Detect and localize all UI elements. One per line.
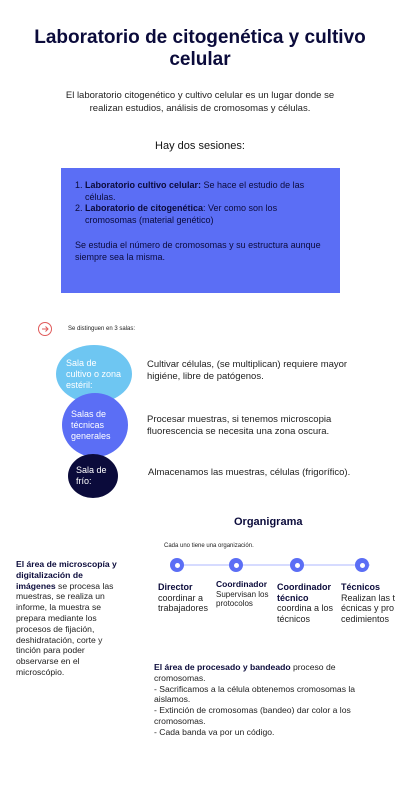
- org-role-tech-coordinator-desc: coordina a los técnicos: [277, 603, 334, 624]
- processing-bullet-3: - Cada banda va por un código.: [154, 726, 275, 737]
- org-dot-technicians: [355, 558, 369, 572]
- session-item-citogenetica-title: Laboratorio de citogenética: [85, 203, 204, 213]
- room-bubble-cold: Sala de frío:: [68, 454, 118, 498]
- session-item-cultivo: [85, 180, 326, 203]
- processing-block: [154, 662, 376, 738]
- microscopy-title: El área de microscopía y digitalización de imágenes: [16, 559, 117, 591]
- session-item-citogenetica-text: : Ver como son los cromosomas (material genético): [85, 203, 278, 225]
- org-role-coordinator-desc: Supervisan los protocolos: [216, 589, 269, 608]
- arrow-right-icon[interactable]: [38, 322, 52, 336]
- org-role-director: [158, 582, 216, 614]
- room-bubble-sterile: Sala de cultivo o zona estéril:: [56, 345, 132, 403]
- org-dot-director: [170, 558, 184, 572]
- page-title: Laboratorio de citogenética y cultivo celular: [34, 27, 366, 70]
- processing-bullet-2: - Extinción de cromosomas (bandeo) dar color a los cromosomas.: [154, 705, 351, 726]
- rooms-intro: Se distinguen en 3 salas:: [68, 326, 136, 332]
- intro-text: El laboratorio citogenético y cultivo celular es un lugar donde se realizan estudios, análisis de cromosomas y células.: [65, 90, 335, 114]
- room-bubble-general: Salas de técnicas generales: [62, 393, 128, 457]
- processing-text: proceso de cromosomas.: [154, 662, 336, 683]
- org-role-tech-coordinator: [277, 582, 335, 624]
- sessions-note: Se estudia el número de cromosomas y su estructura aunque siempre sea la misma.: [75, 240, 321, 262]
- org-role-director-desc: coordinar a trabajadores: [158, 592, 209, 613]
- session-item-cultivo-title: Laboratorio cultivo celular:: [85, 180, 202, 190]
- org-role-tech-coordinator-title: Coordinador técnico: [277, 582, 331, 603]
- processing-bullet-1: - Sacrificamos a la célula obtenemos cromosomas la aislamos.: [154, 683, 356, 705]
- org-timeline: [170, 564, 370, 566]
- org-role-technicians-desc: Realizan las técnicas y procedimientos: [341, 592, 396, 624]
- org-role-technicians: [341, 582, 396, 624]
- org-role-technicians-title: Técnicos: [341, 582, 381, 592]
- org-dot-coordinator: [229, 558, 243, 572]
- org-subtitle: Cada uno tiene una organización.: [164, 543, 254, 549]
- org-role-coordinator: [216, 579, 272, 609]
- org-role-coordinator-title: Coordinador: [216, 579, 267, 589]
- room-desc-general: Procesar muestras, si tenemos microscopia fluorescencia se necesita una zona oscura.: [147, 414, 332, 437]
- microscopy-text: se procesa las muestras, se realiza un informe, la muestra se prepara mediante los procesos de fijación, deshidratación, corte y tinción para poder observarse en el microscópio.: [16, 580, 114, 677]
- org-title: Organigrama: [234, 516, 303, 528]
- microscopy-block: [16, 559, 124, 678]
- sessions-box: [61, 168, 340, 293]
- session-item-citogenetica: [85, 203, 326, 226]
- org-role-director-title: Director: [158, 582, 193, 592]
- sessions-heading: Hay dos sesiones:: [155, 140, 245, 152]
- org-dot-tech-coordinator: [290, 558, 304, 572]
- room-desc-cold: Almacenamos las muestras, células (frigorífico).: [148, 467, 351, 478]
- processing-intro: [154, 662, 376, 684]
- session-item-cultivo-text: Se hace el estudio de las células.: [85, 180, 305, 202]
- processing-title: El área de procesado y bandeado: [154, 662, 291, 672]
- sessions-list: [75, 180, 326, 226]
- room-desc-sterile: Cultivar células, (se multiplican) requiere mayor higiéne, libre de patógenos.: [147, 359, 348, 382]
